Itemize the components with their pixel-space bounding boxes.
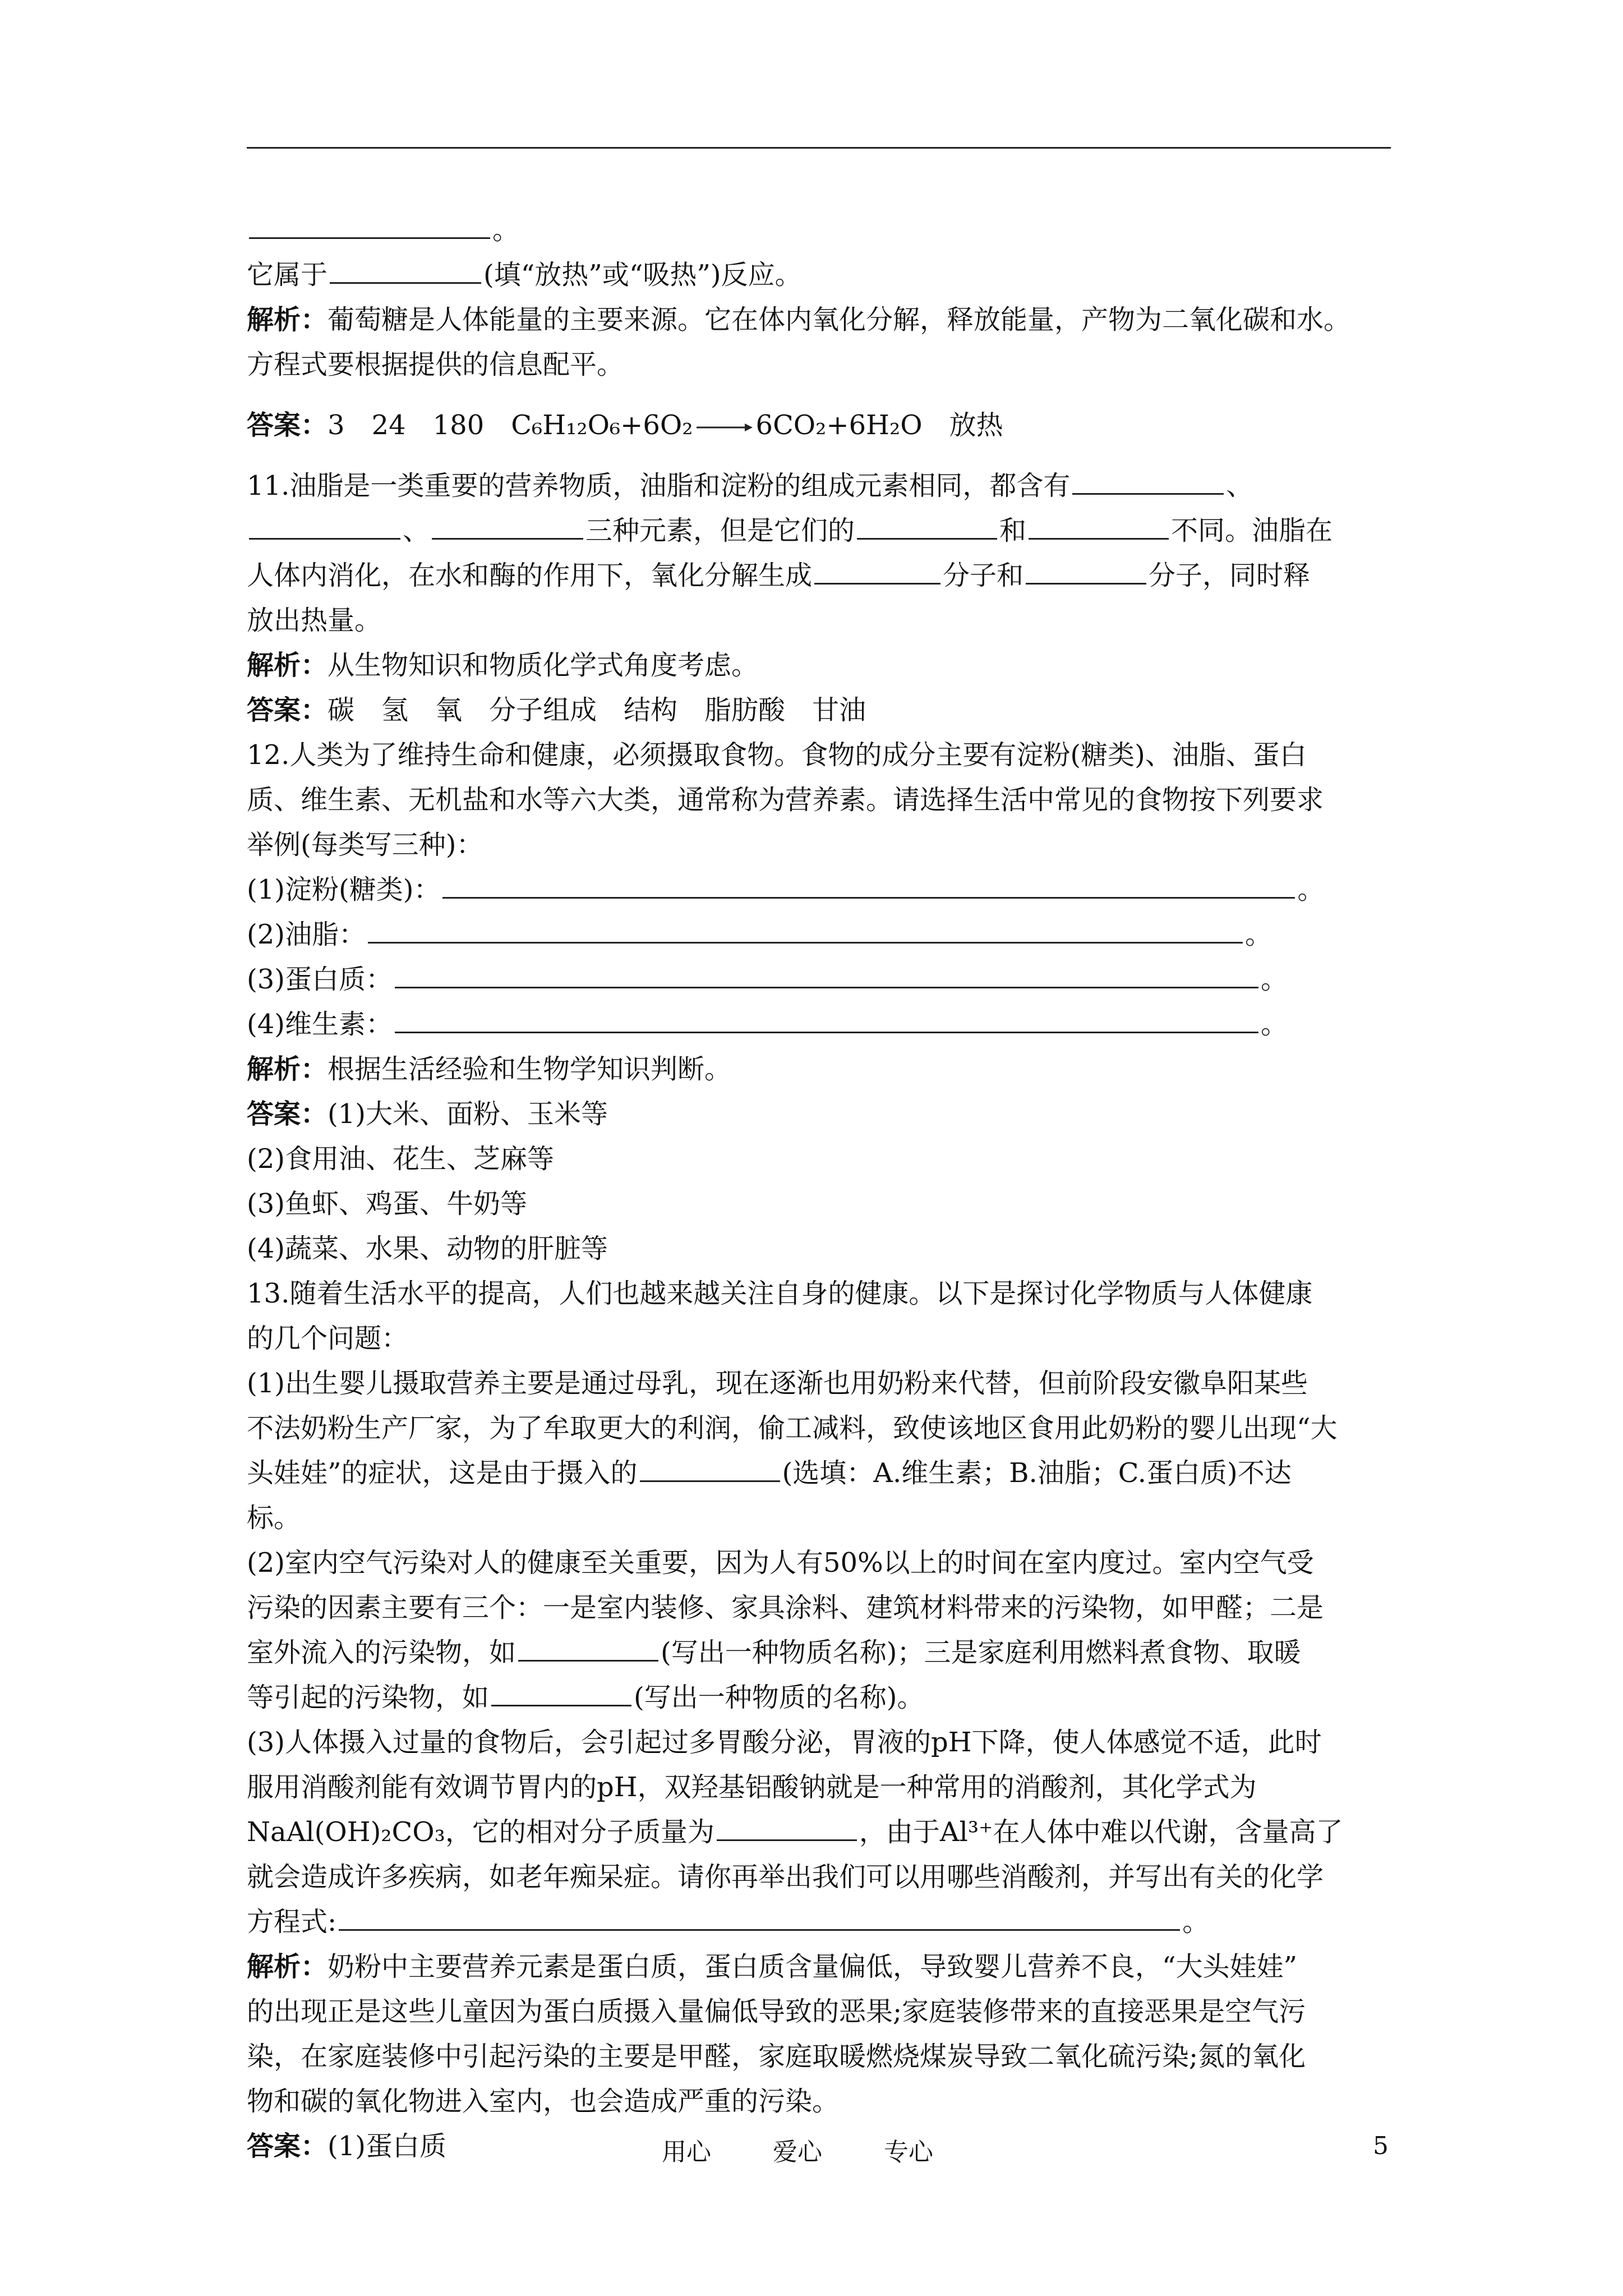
answer-blank: [491, 1683, 631, 1706]
answer-label: 答案：: [247, 2131, 328, 2162]
answer-blank: [395, 1010, 1258, 1033]
question-line: 放出热量。: [247, 605, 382, 636]
reaction-arrow-icon: [697, 422, 753, 433]
question-line: NaAl(OH)₂CO₃，它的相对分子质量为 ，由于Al³⁺在人体中难以代谢，含量高了: [247, 1816, 1343, 1848]
answer-blank: [432, 517, 583, 540]
question-line: 标。: [247, 1502, 301, 1534]
text-line: 它属于 (填“放热”或“吸热”)反应。: [247, 259, 802, 291]
answer-line: (4)蔬菜、水果、动物的肝脏等: [247, 1233, 608, 1264]
question-line: 举例(每类写三种)：: [247, 829, 483, 861]
question-line: (3)蛋白质： 。: [247, 964, 1288, 995]
answer-line: (2)食用油、花生、芝麻等: [247, 1143, 554, 1175]
question-line: 质、维生素、无机盐和水等六大类，通常称为营养素。请选择生活中常见的食物按下列要求: [247, 784, 1324, 816]
explanation-line: 解析：奶粉中主要营养元素是蛋白质，蛋白质含量偏低，导致婴儿营养不良，“大头娃娃”: [247, 1951, 1298, 1982]
explanation-line: 解析：根据生活经验和生物学知识判断。: [247, 1053, 732, 1085]
answer-label: 答案：: [247, 694, 328, 726]
answer-blank: [1029, 517, 1169, 540]
explanation-label: 解析：: [247, 1951, 328, 1982]
question-line: 等引起的污染物，如 (写出一种物质的名称)。: [247, 1682, 924, 1713]
answer-blank: [518, 1639, 658, 1662]
question-line: 就会造成许多疾病，如老年痴呆症。请你再举出我们可以用哪些消酸剂，并写出有关的化学: [247, 1861, 1324, 1893]
explanation-line: 解析：葡萄糖是人体能量的主要来源。它在体内氧化分解，释放能量，产物为二氧化碳和水。: [247, 304, 1351, 335]
page-footer: [0, 2132, 1623, 2165]
explanation-line: 染，在家庭装修中引起污染的主要是甲醛，家庭取暖燃烧煤炭导致二氧化硫污染;氮的氧化: [247, 2041, 1306, 2072]
answer-blank: [640, 1459, 780, 1482]
answer-line: 答案：(1)大米、面粉、玉米等: [247, 1098, 608, 1130]
answer-blank: [717, 1818, 857, 1841]
answer-blank: [1072, 472, 1224, 495]
question-line: 室外流入的污染物，如 (写出一种物质名称)；三是家庭利用燃料煮食物、取暖: [247, 1637, 1301, 1668]
question-line: (2)室内空气污染对人的健康至关重要，因为人有50%以上的时间在室内度过。室内空气受: [247, 1547, 1314, 1579]
answer-blank: [442, 876, 1295, 899]
explanation-label: 解析：: [247, 650, 328, 681]
explanation-label: 解析：: [247, 304, 328, 335]
question-line: 不法奶粉生产厂家，为了牟取更大的利润，偷工减料，致使该地区食用此奶粉的婴儿出现“大: [247, 1412, 1338, 1444]
chemical-formula: C₆H₁₂O₆+6O₂: [511, 409, 693, 441]
chemical-formula: NaAl(OH)₂CO₃: [247, 1816, 445, 1848]
document-body: [247, 208, 1391, 2169]
answer-blank: [1026, 562, 1146, 585]
question-line: 13.随着生活水平的提高，人们也越来越关注自身的健康。以下是探讨化学物质与人体健康: [247, 1278, 1313, 1309]
text-line: 方程式要根据提供的信息配平。: [247, 349, 624, 380]
explanation-line: 物和碳的氧化物进入室内，也会造成严重的污染。: [247, 2086, 840, 2117]
question-line: (3)人体摄入过量的食物后，会引起过多胃酸分泌，胃液的pH下降，使人体感觉不适，此时: [247, 1727, 1322, 1758]
footer-motto: 用心 爱心 专心: [662, 2138, 933, 2166]
answer-blank: [330, 261, 481, 284]
chemical-formula: 6CO₂+6H₂O: [755, 409, 923, 441]
question-line: (2)油脂： 。: [247, 919, 1272, 950]
question-line: 方程式: 。: [247, 1906, 1210, 1938]
header-rule: [247, 147, 1391, 149]
text-line: 。: [247, 208, 1391, 252]
question-line: (1)出生婴儿摄取营养主要是通过母乳，现在逐渐也用奶粉来代替，但前阶段安徽阜阳某些: [247, 1368, 1308, 1399]
answer-label: 答案：: [247, 409, 328, 441]
question-line: 污染的因素主要有三个：一是室内装修、家具涂料、建筑材料带来的污染物，如甲醛；二是: [247, 1592, 1324, 1623]
question-line: 11.油脂是一类重要的营养物质，油脂和淀粉的组成元素相同，都含有 、: [247, 470, 1253, 501]
question-line: 人体内消化，在水和酶的作用下，氧化分解生成 分子和 分子，同时释: [247, 560, 1311, 591]
explanation-line: 解析：从生物知识和物质化学式角度考虑。: [247, 650, 759, 681]
chemical-formula: Al³⁺: [939, 1816, 993, 1848]
answer-blank: [249, 216, 490, 239]
answer-blank: [857, 517, 997, 540]
answer-blank: [395, 965, 1258, 988]
answer-label: 答案：: [247, 1098, 328, 1130]
explanation-line: 的出现正是这些儿童因为蛋白质摄入量偏低导致的恶果;家庭装修带来的直接恶果是空气污: [247, 1996, 1306, 2027]
page-number: 5: [1373, 2132, 1389, 2160]
answer-line: 答案：碳 氢 氧 分子组成 结构 脂肪酸 甘油: [247, 694, 866, 726]
answer-line: 答案：3 24 180 C₆H₁₂O₆+6O₂ 6CO₂+6H₂O 放热: [247, 409, 1003, 441]
answer-blank: [368, 921, 1243, 944]
question-line: 、 三种元素，但是它们的 和 不同。油脂在: [247, 508, 1391, 553]
answer-blank: [249, 517, 400, 540]
question-line: 头娃娃”的症状，这是由于摄入的 (选填：A.维生素；B.油脂；C.蛋白质)不达: [247, 1457, 1292, 1489]
answer-blank: [339, 1908, 1180, 1931]
answer-line: 答案：(1)蛋白质: [247, 2131, 447, 2162]
question-line: 的几个问题：: [247, 1323, 409, 1354]
answer-blank: [814, 562, 940, 585]
answer-line: (3)鱼虾、鸡蛋、牛奶等: [247, 1188, 527, 1220]
question-line: (4)维生素： 。: [247, 1009, 1288, 1040]
question-line: 12.人类为了维持生命和健康，必须摄取食物。食物的成分主要有淀粉(糖类)、油脂、蛋白: [247, 739, 1307, 771]
explanation-label: 解析：: [247, 1053, 328, 1085]
question-line: 服用消酸剂能有效调节胃内的pH，双羟基铝酸钠就是一种常用的消酸剂，其化学式为: [247, 1772, 1257, 1803]
question-line: (1)淀粉(糖类)： 。: [247, 874, 1325, 905]
